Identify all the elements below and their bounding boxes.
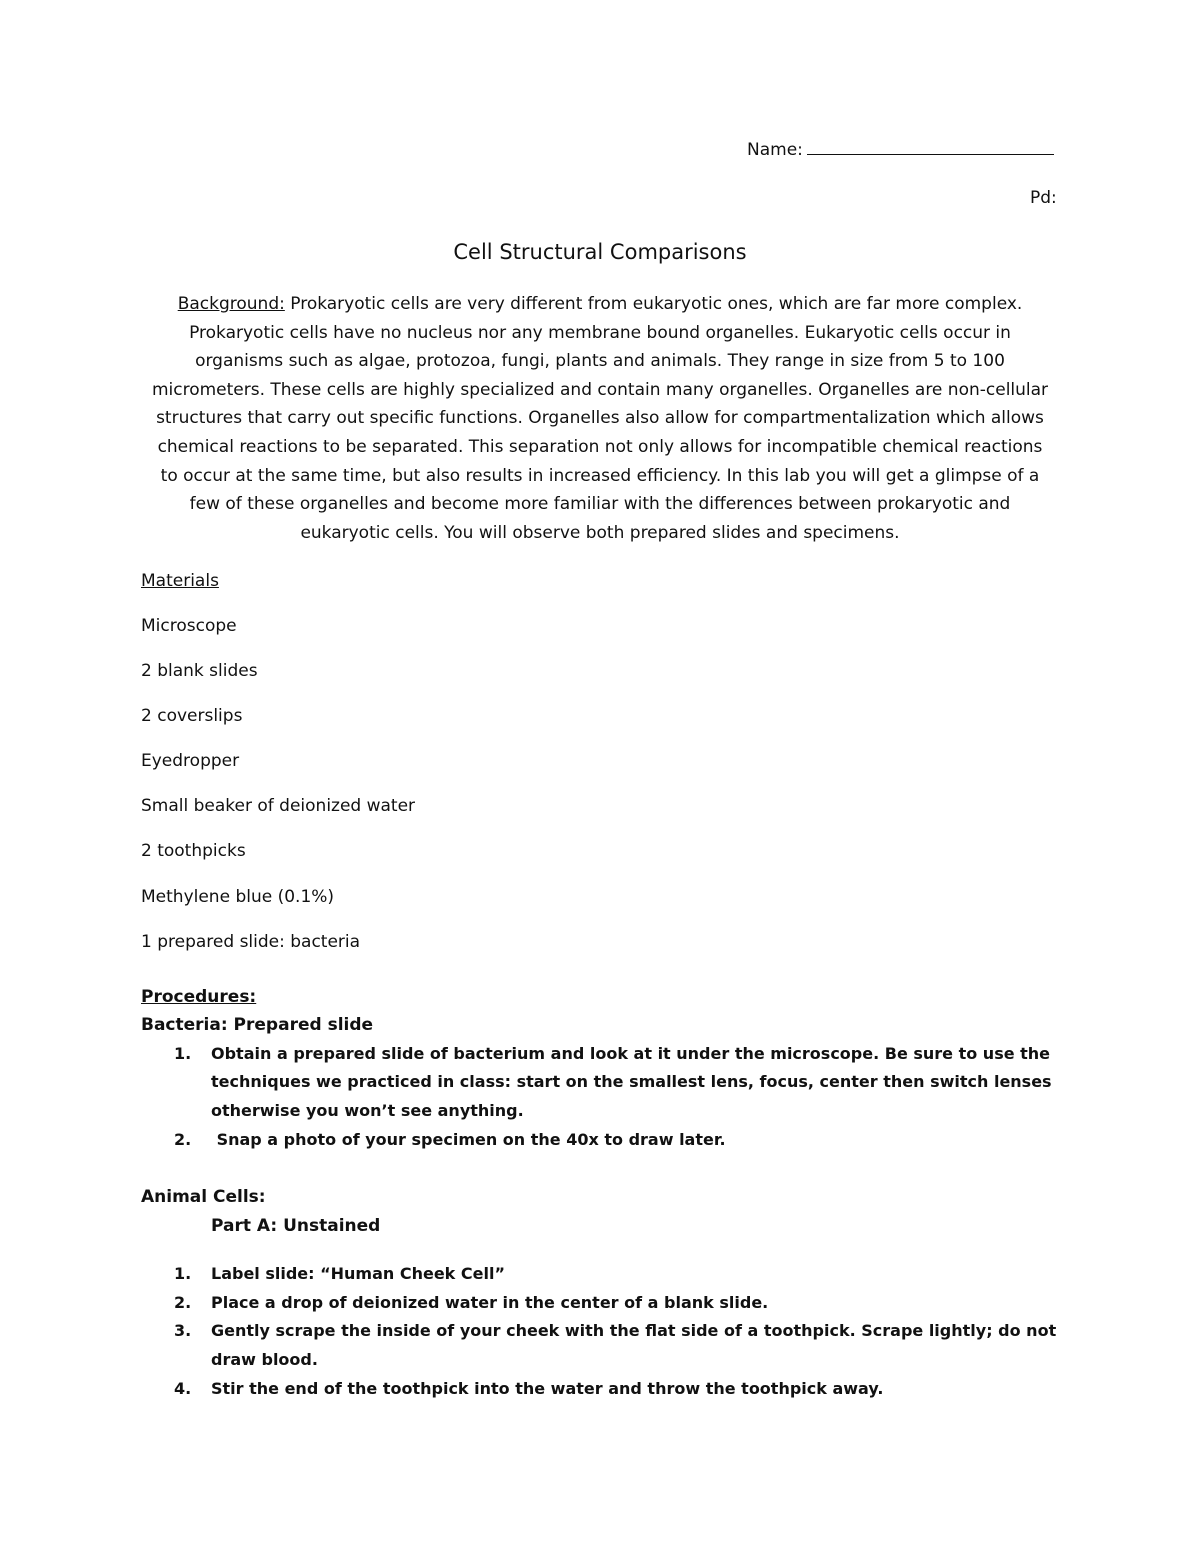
background-line: to occur at the same time, but also results in increased efficiency. In this lab you will get a glimpse of a [160,465,1040,486]
background-line: chemical reactions to be separated. This separation not only allows for incompatible chemical reactions [157,436,1043,457]
step-text: techniques we practiced in class: start on the smallest lens, focus, center then switch lenses [211,1072,1052,1091]
step-text: otherwise you won’t see anything. [211,1101,524,1120]
material-item: Small beaker of deionized water [141,796,416,816]
name-label: Name: [747,140,803,160]
step-number: 1. [174,1044,192,1063]
background-line: Background: Prokaryotic cells are very different from eukaryotic ones, which are far more complex. [177,294,1023,314]
step-number: 1. [174,1264,192,1283]
procedures-heading: Procedures: [141,987,257,1007]
step-text: Gently scrape the inside of your cheek with the flat side of a toothpick. Scrape lightly; do not [211,1321,1057,1340]
step-text: draw blood. [211,1350,318,1369]
material-item: Eyedropper [141,751,240,771]
step-text: Snap a photo of your specimen on the 40x to draw later. [211,1130,726,1149]
step-number: 2. [174,1293,192,1312]
material-item: 2 blank slides [141,661,258,681]
step-number: 4. [174,1379,192,1398]
background-line: micrometers. These cells are highly specialized and contain many organelles. Organelles are non-cellular [151,379,1049,400]
step-text: Stir the end of the toothpick into the water and throw the toothpick away. [211,1379,884,1398]
step-number: 3. [174,1321,192,1340]
name-blank-line [807,153,1054,155]
step-text: Obtain a prepared slide of bacterium and look at it under the microscope. Be sure to use the [211,1044,1051,1063]
bacteria-heading: Bacteria: Prepared slide [141,1015,374,1035]
background-line: few of these organelles and become more familiar with the differences between prokaryotic and [189,494,1011,515]
period-label: Pd: [1030,188,1057,208]
step-text: Place a drop of deionized water in the center of a blank slide. [211,1293,769,1312]
background-line: structures that carry out specific functions. Organelles also allow for compartmentalization which allows [156,408,1044,429]
background-line: organisms such as algae, protozoa, fungi, plants and animals. They range in size from 5 to 100 [195,351,1005,372]
background-heading: Background: [177,294,285,314]
step-text: Label slide: “Human Cheek Cell” [211,1264,505,1283]
background-line: eukaryotic cells. You will observe both prepared slides and specimens. [300,522,900,543]
part-a-heading: Part A: Unstained [211,1216,381,1236]
materials-heading: Materials [141,571,219,591]
background-line: Prokaryotic cells have no nucleus nor any membrane bound organelles. Eukaryotic cells occur in [189,322,1011,343]
page-title: Cell Structural Comparisons [453,240,747,264]
name-field [747,140,1054,160]
material-item: Methylene blue (0.1%) [141,887,335,907]
animal-cells-heading: Animal Cells: [141,1187,266,1207]
material-item: 2 toothpicks [141,841,246,861]
material-item: 2 coverslips [141,706,243,726]
step-number: 2. [174,1130,192,1149]
material-item: 1 prepared slide: bacteria [141,932,361,952]
material-item: Microscope [141,616,237,636]
background-paragraph [140,290,1060,547]
